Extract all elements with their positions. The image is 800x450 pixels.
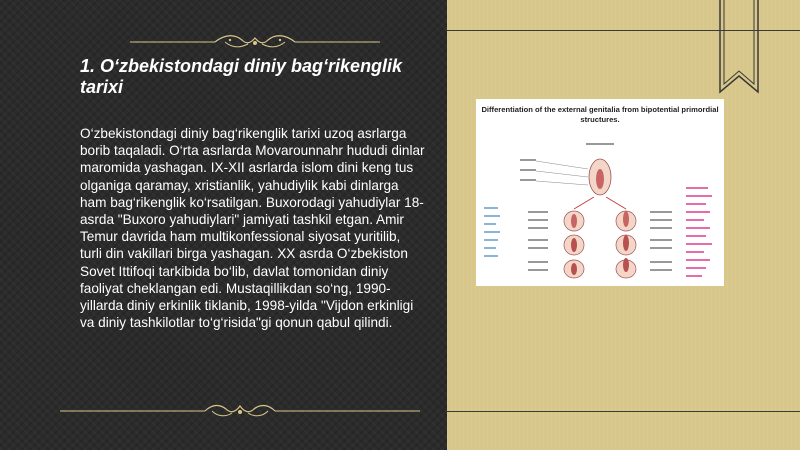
figure-title: Differentiation of the external genitalia from bipotential primordial structures.	[481, 105, 719, 124]
bottom-ornament	[60, 401, 420, 421]
slide-body-text: O‘zbekistondagi diniy bag‘rikenglik tarixi uzoq asrlarga borib taqaladi. O‘rta asrlarda Movarounnahr hududi dinlar maromida yashagan. IX-XII asrlarda islom dini keng tus olganiga qaramay, xristianlik, yahudiylik kabi dinlarga ham bag‘rikenglik ko‘rsatilgan. Buxorodagi yahudiylar 18-asrda "Buxoro yahudiylari" jamiyati tashkil etgan. Amir Temur davrida ham multikonfessional siyosat yuritilib, turli din vakillari birga yashagan. XX asrda O‘zbekiston Sovet Ittifoqi tarkibida bo‘lib, davlat tomonidan diniy faoliyat cheklangan edi. Mustaqillikdan so‘ng, 1990-yillarda diniy erkinlik tiklanib, 1998-yilda "Vijdon erkinligi va diniy tashkilotlar to‘g‘risida"gi qonun qabul qilindi.	[80, 126, 425, 331]
slide-title: 1. O‘zbekistondagi diniy bag‘rikenglik tarixi	[80, 56, 403, 97]
diagram-figure	[476, 99, 724, 286]
top-ornament	[130, 32, 380, 52]
bookmark-ribbon-icon	[718, 0, 760, 100]
genitalia-differentiation-diagram	[476, 99, 724, 286]
bottom-rule-right	[447, 411, 800, 412]
